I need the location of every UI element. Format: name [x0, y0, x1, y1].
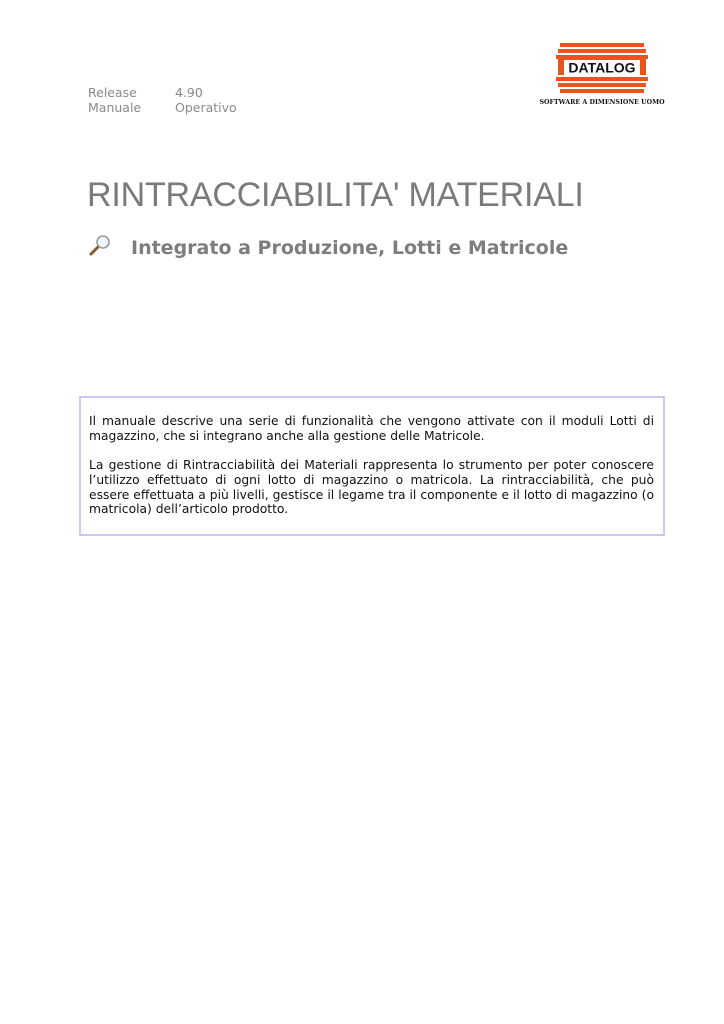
release-value: 4.90: [175, 85, 203, 100]
description-box: [79, 396, 665, 536]
page-subtitle: Integrato a Produzione, Lotti e Matricole: [131, 237, 569, 259]
manual-row: [88, 101, 237, 116]
document-meta: [88, 86, 237, 115]
manual-label: Manuale: [88, 99, 142, 115]
release-row: [88, 86, 237, 101]
description-paragraph: La gestione di Rintracciabilità dei Materiali rappresenta lo strumento per poter conoscere l’utilizzo effettuato di ogni lotto di magazzino o matricola. La rintracciabilità, che può essere effettuata a più livelli, gestisce il legame tra il componente e il lotto di magazzino (o matricola) dell’articolo prodotto.: [89, 458, 654, 517]
manual-value: Operativo: [175, 99, 237, 115]
logo-brand: DATALOG: [568, 59, 636, 76]
logo-tagline: SOFTWARE A DIMENSIONE UOMO: [539, 99, 665, 106]
datalog-logo: [539, 43, 665, 107]
page-title: RINTRACCIABILITA' MATERIALI: [87, 176, 584, 214]
magnifier-icon: [89, 234, 111, 256]
description-paragraph: Il manuale descrive una serie di funzionalità che vengono attivate con il moduli Lotti di magazzino, che si integrano anche alla gestione delle Matricole.: [89, 414, 654, 443]
release-label: Release: [88, 85, 137, 100]
